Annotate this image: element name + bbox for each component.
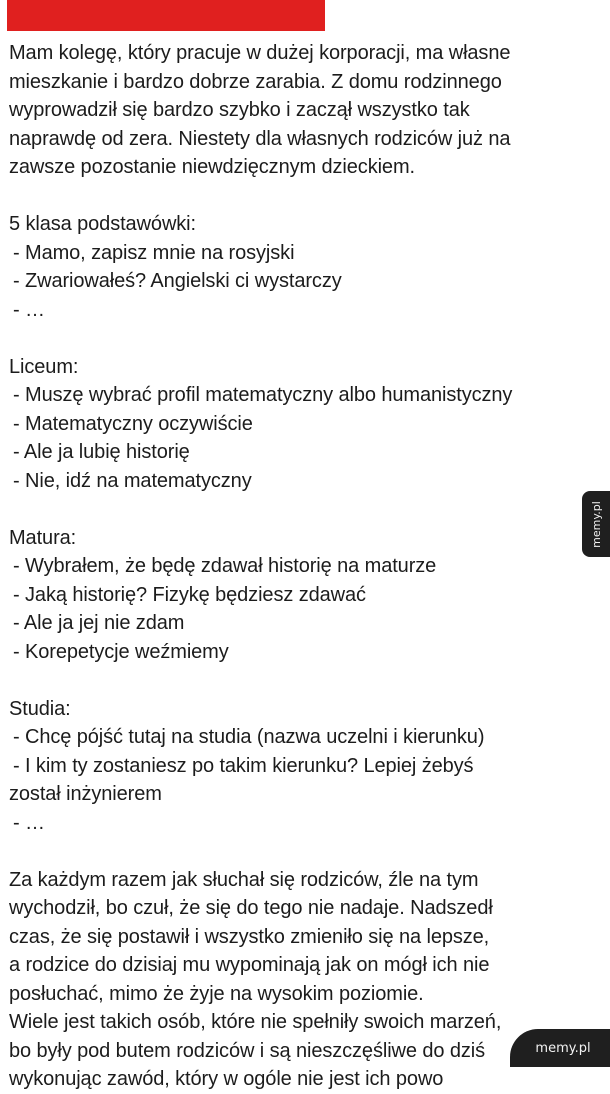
text-line: zawsze pozostanie niewdzięcznym dzieckiem.	[9, 156, 415, 178]
dialogue-line: - I kim ty zostaniesz po takim kierunku? Lepiej żebyś	[13, 754, 474, 777]
section-heading: Liceum:	[9, 355, 79, 378]
text-line: Mam kolegę, który pracuje w dużej korporacji, ma własne	[9, 42, 511, 64]
section-heading: 5 klasa podstawówki:	[9, 213, 196, 235]
dialogue-line: - Muszę wybrać profil matematyczny albo humanistyczny	[13, 384, 513, 406]
corner-watermark	[510, 1029, 610, 1067]
dialogue-line: - Zwariowałeś? Angielski ci wystarczy	[13, 270, 342, 292]
text-line: wychodził, bo czuł, że się do tego nie nadaje. Nadszedł	[9, 897, 493, 919]
dialogue-line: - Ale ja jej nie zdam	[13, 612, 185, 634]
text-line: posłuchać, mimo że żyje na wysokim poziomie.	[9, 982, 424, 1005]
story-text	[9, 39, 601, 1094]
intro-paragraph	[9, 39, 601, 182]
section-studia	[9, 695, 601, 838]
text-line: Wiele jest takich osób, które nie spełniły swoich marzeń,	[9, 1011, 502, 1033]
section-matura	[9, 524, 601, 667]
dialogue-line: - …	[13, 298, 45, 321]
dialogue-line: - Matematyczny oczywiście	[13, 412, 253, 435]
text-line: czas, że się postawił i wszystko zmieniło się na lepsze,	[9, 925, 490, 948]
dialogue-line: - Chcę pójść tutaj na studia (nazwa uczelni i kierunku)	[13, 726, 485, 748]
dialogue-line: - Korepetycje weźmiemy	[13, 640, 229, 663]
text-line: wykonując zawód, który w ogóle nie jest ich powo	[9, 1068, 444, 1090]
section-podstawowka	[9, 210, 601, 324]
dialogue-line: - …	[13, 811, 45, 834]
text-line: bo były pod butem rodziców i są nieszczęśliwe do dziś	[9, 1039, 486, 1062]
text-line: wyprowadził się bardzo szybko i zaczął wszystko tak	[9, 99, 470, 121]
side-watermark-text: memy.pl	[589, 500, 603, 548]
dialogue-line: - Jaką historię? Fizykę będziesz zdawać	[13, 583, 366, 606]
section-heading: Studia:	[9, 697, 71, 720]
dialogue-line: - Ale ja lubię historię	[13, 441, 190, 463]
text-line: naprawdę od zera. Niestety dla własnych rodziców już na	[9, 127, 511, 150]
dialogue-line: - Nie, idź na matematyczny	[13, 469, 252, 492]
side-watermark	[582, 491, 610, 557]
section-heading: Matura:	[9, 526, 77, 549]
dialogue-line: - Wybrałem, że będę zdawał historię na maturze	[13, 555, 437, 577]
text-line: a rodzice do dzisiaj mu wypominają jak on mógł ich nie	[9, 954, 490, 976]
section-liceum	[9, 353, 601, 496]
text-line: Za każdym razem jak słuchał się rodziców, źle na tym	[9, 868, 479, 891]
dialogue-line: - Mamo, zapisz mnie na rosyjski	[13, 241, 295, 264]
red-header-bar	[7, 0, 325, 31]
top-banner	[0, 0, 610, 36]
corner-watermark-text: memy.pl	[535, 1040, 591, 1056]
dialogue-line: został inżynierem	[9, 783, 162, 805]
text-line: mieszkanie i bardzo dobrze zarabia. Z domu rodzinnego	[9, 70, 502, 93]
